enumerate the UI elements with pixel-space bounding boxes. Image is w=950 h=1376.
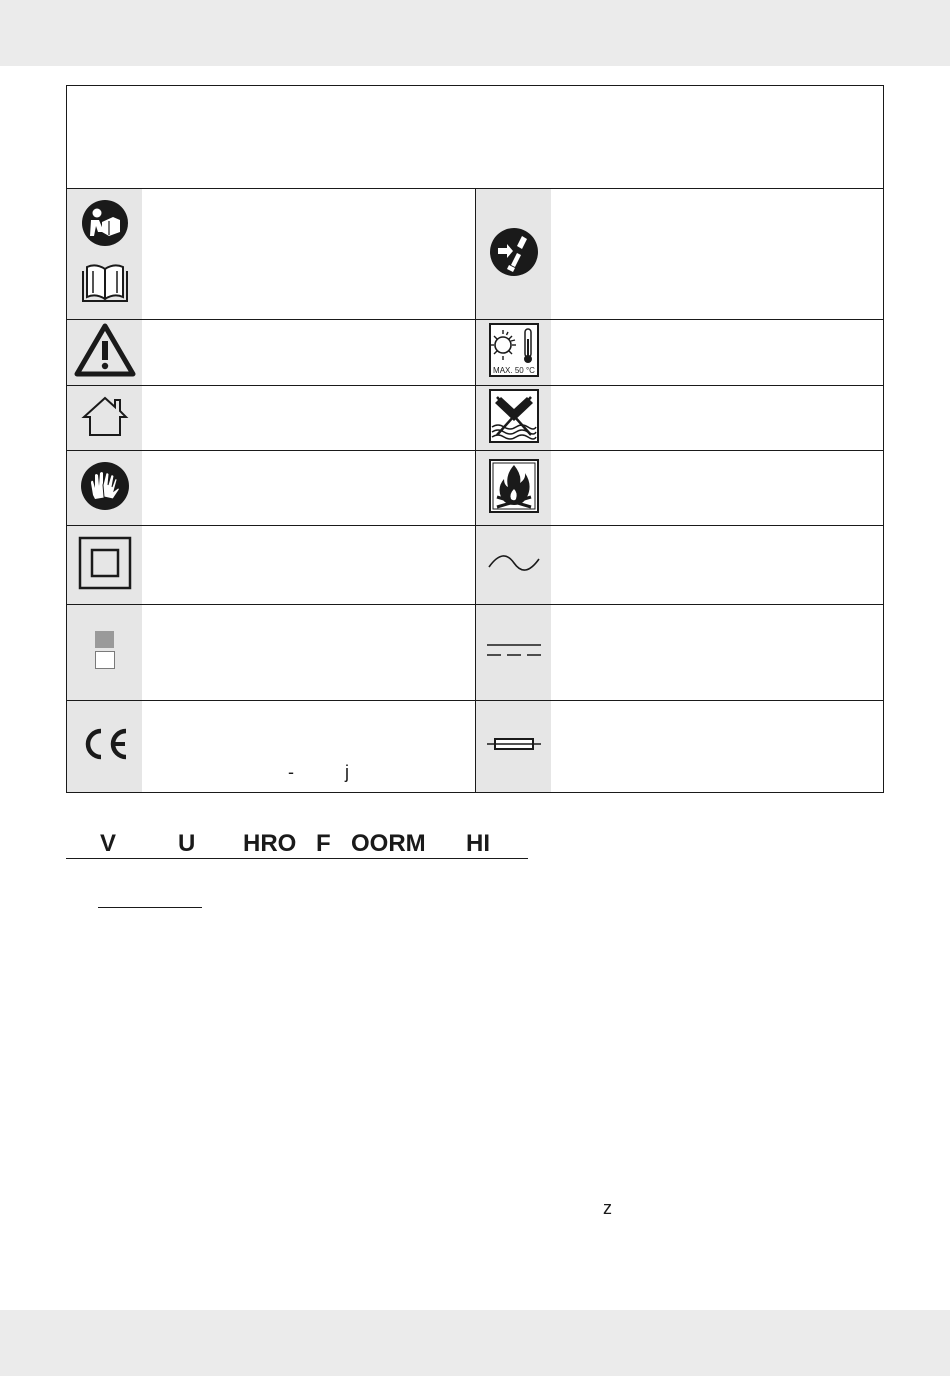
fuse-icon [486,737,542,756]
ce-mark-icon [81,727,129,766]
unplug-icon [489,227,539,282]
heading-part: F [316,830,331,857]
table-cell [476,701,883,792]
table-cell [67,701,476,792]
no-water-icon [489,389,539,448]
warning-triangle-icon [74,323,136,382]
table-cell [476,526,883,604]
table-row [67,701,883,792]
table-cell [67,386,476,450]
direct-current-icon [486,642,542,663]
book-icon [80,263,130,310]
gloves-icon [80,461,130,516]
heading-part: HRO [243,830,297,857]
table-row [67,189,883,320]
read-manual-icon [80,198,130,253]
table-cell [476,189,883,319]
table-cell [476,605,883,700]
heading-part: OORM [351,830,426,857]
table-row [67,605,883,701]
max-temperature-icon [489,323,539,382]
row7-left-fragment-2: j [345,762,349,782]
heading-part: U [178,830,196,857]
stray-text: z [603,1198,612,1218]
heading-part: HI [466,830,490,857]
heading-part: V [100,830,117,857]
table-cell [67,451,476,525]
subheading-underline [98,907,202,908]
row7-left-fragment-1: - [288,762,294,782]
table-cell [476,451,883,525]
table-cell [67,605,476,700]
table-cell [476,386,883,450]
table-cell [67,320,476,385]
table-row [67,451,883,526]
table-row [67,386,883,451]
symbol-table [66,85,884,793]
symbol-table-header [67,86,883,189]
table-cell [67,189,476,319]
table-row [67,526,883,605]
bottom-band [0,1310,950,1376]
filled-and-empty-squares-icon [94,630,116,675]
protection-class-ii-icon [78,536,132,595]
max-temperature-label: MAX. 50 °C [492,366,535,375]
table-row [67,320,883,386]
indoor-use-icon [80,395,130,442]
alternating-current-icon [487,551,541,580]
top-band [0,0,950,66]
table-cell [476,320,883,385]
table-cell [67,526,476,604]
section-heading [66,830,528,859]
fire-hazard-icon [489,459,539,518]
